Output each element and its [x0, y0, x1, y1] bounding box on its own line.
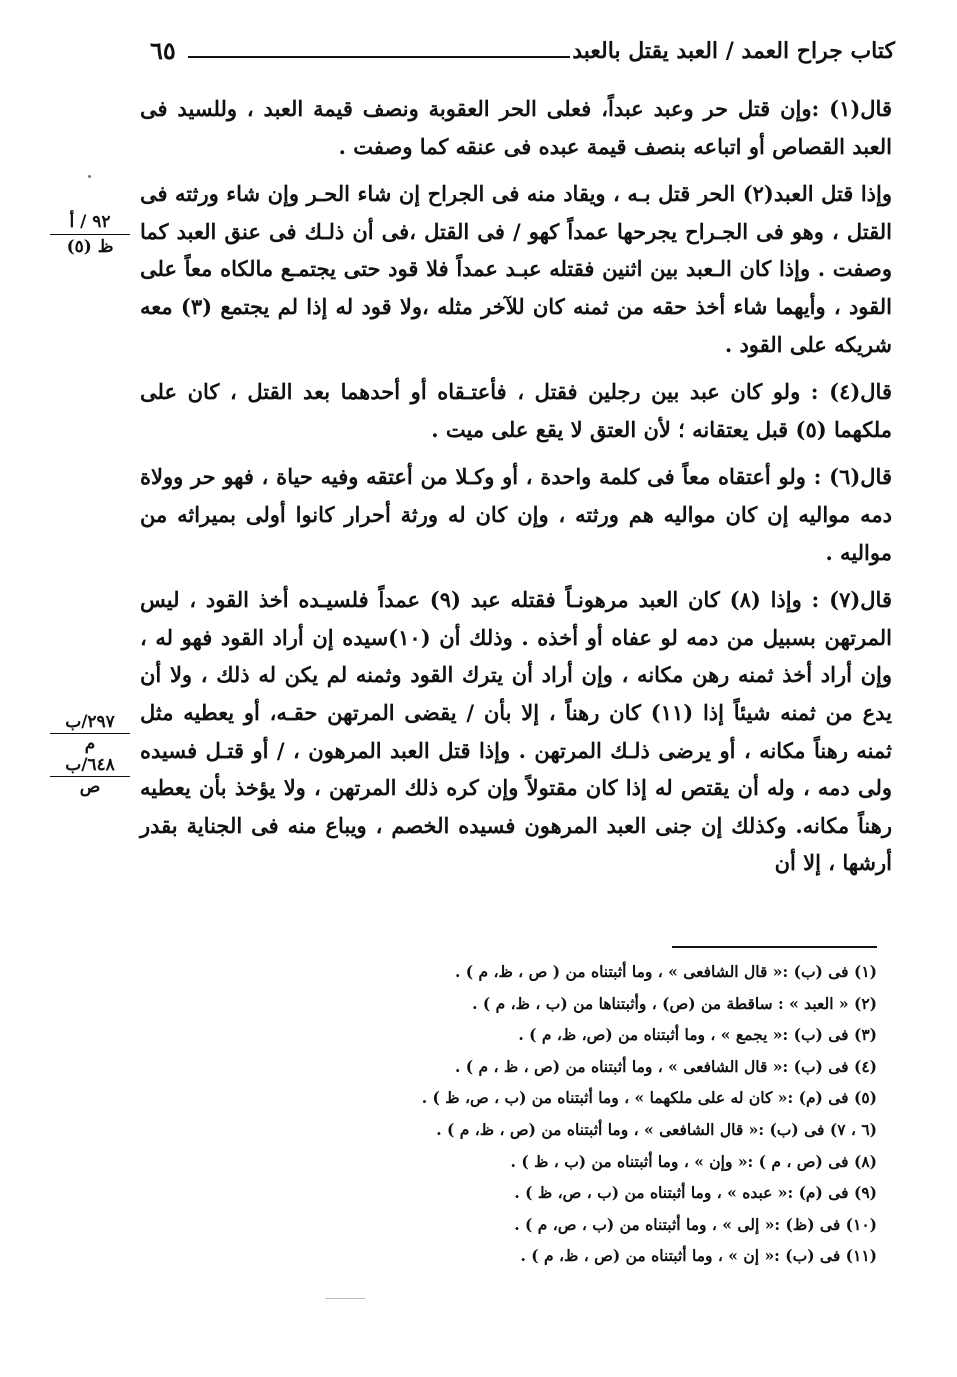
running-title: كتاب جراح العمد / العبد يقتل بالعبد: [572, 38, 895, 64]
paragraph-lead: قال: [860, 379, 892, 405]
paragraph-5: [140, 581, 892, 882]
scan-speck: [88, 175, 91, 178]
footnote: (٤) فى (ب) :« قال الشافعى » ، وما أثبتناه من (ص ، ظ ، م ) .: [454, 1056, 877, 1076]
footnote: (٢) « العبد » : ساقطة من (ص) ، وأثبتناها من (ب ، ظ، م ) .: [472, 993, 877, 1013]
footnote: (١٠) فى (ظ) :« إلى » ، وما أثبتناه من (ب ، ص، م ) .: [514, 1214, 877, 1234]
scan-speck: [325, 1298, 365, 1299]
paragraph-text: (٧) : وإذا (٨) كان العبد مرهونـاً فقتله عبد (٩) عمداً فلسيـده أخذ القود ، ليس المرتهن بسبيل من دمه لو عفاه أو أخذه . وذلك أن (١٠)سيده إن أراد القود فهو له ، وإن أراد أخذ ثمنه رهن مكانه ، وإن أراد أن يترك القود وثمنه لم يكن له ذلك ، ولا أن يدع من ثمنه شيئاً إذا (١١) كان رهناً ، إلا بأن / يقضى المرتهن حقـه، أو يعطيه مثل ثمنه رهناً مكانه ، أو يرضى ذلـك المرتهن . وإذا قتل العبد المرهون ، / أو قتـل فسيده ولى دمه ، وله أن يقتص له إذا كان مقتولاً وإن كره ذلك المرتهن ، ولا يؤخذ بأن يعطيه رهناً مكانه. وكذلك إن جنى العبد المرهون فسيده الخصم ، ويباع منه فى الجناية بقدر أرشها ، إلا أن: [140, 587, 892, 876]
margin-note-line: ٦٤٨/ب: [50, 755, 130, 777]
body-text: [140, 90, 892, 892]
footnote: (١) فى (ب) :« قال الشافعى » ، وما أثبتناه من ( ص ، ظ، م ) .: [454, 962, 877, 981]
footnote: (٦ ، ٧) فى (ب) :« قال الشافعى » ، وما أثبتناه من (ص ، ظ، م ) .: [436, 1119, 877, 1139]
footnote: (٥) فى (م) :« كان له على ملكهما » ، وما أثبتناه من (ب ، ص، ظ ) .: [421, 1088, 877, 1108]
margin-note-line: ٩٢ / أ: [50, 212, 130, 235]
footnote: (٨) فى (ص ، م ) :« وإن » ، وما أثبتناه من (ب ، ظ ) .: [510, 1151, 877, 1171]
paragraph-lead: قال: [860, 96, 892, 121]
paragraph-4: [140, 458, 892, 571]
margin-note-line: ظ (٥): [66, 237, 114, 257]
paragraph-text: (١) :وإن قتل حر وعبد عبداً، فعلى الحر العقوبة ونصف قيمة العبد ، وللسيد فى العبد القصاص أو اتباعه بنصف قيمة عبده فى عنقه كما وصفت .: [140, 96, 892, 159]
header-rule: [188, 56, 570, 58]
paragraph-text: (٤) : ولو كان عبد بين رجلين فقتل ، فأعتـقاه أو أحدهما بعد القتل ، كان على ملكهما (٥) قبل يعتقانه ؛ لأن العتق لا يقع على ميت .: [140, 379, 892, 442]
margin-note-manuscript-ref-1: [50, 212, 130, 258]
margin-note-line: م: [84, 734, 96, 754]
margin-note-line: ص: [79, 777, 101, 797]
margin-note-manuscript-ref-2: [50, 712, 130, 798]
paragraph-text: وإذا قتل العبد(٢) الحر قتل بـه ، ويقاد منه فى الجراح إن شاء الحـر وإن شاء ورثته فى القتل ، وهو فى الجـراح يجرحها عمداً كهو / فى القتل ،فى أن ذلـك فى عنق العبد كما وصفت . وإذا كان الـعبد بين اثنين فقتله عبـد عمداً فلا قود حتى يجتمـع مالكاه معاً على القود ، وأيهما شاء أخذ حقه من ثمنه كان للآخر مثله ،ولا قود له إذا لم يجتمع (٣) معه شريكه على القود .: [140, 181, 893, 357]
margin-note-line: ٢٩٧/ب: [50, 712, 130, 734]
paragraph-2: [140, 175, 892, 363]
footnote: (٣) فى (ب) :« يجمع » ، وما أثبتناه من (ص، ظ، م ) .: [518, 1025, 877, 1045]
paragraph-1: [140, 90, 892, 165]
paragraph-lead: قال: [860, 587, 892, 613]
footnote-rule: [672, 946, 877, 948]
paragraph-3: [140, 373, 892, 448]
page-header: [150, 36, 895, 76]
footnote: (٩) فى (م) :« عبده » ، وما أثبتناه من (ب ، ص، ظ ) .: [514, 1183, 877, 1203]
footnotes: [317, 956, 877, 1272]
paragraph-lead: قال: [860, 464, 892, 490]
paragraph-text: (٦) : ولو أعتقاه معاً فى كلمة واحدة ، أو وكـلا من أعتقه وفيه حياة ، فهو حر وولاة دمه مواليه إن كان مواليه هم ورثته ، وإن كان له ورثة أحرار كانوا أولى بميراثه من مواليه .: [140, 464, 892, 565]
page-number: ٦٥: [150, 36, 176, 65]
footnote: (١١) فى (ب) :« إن » ، وما أثبتناه من (ص ، ظ، م ) .: [520, 1246, 877, 1266]
